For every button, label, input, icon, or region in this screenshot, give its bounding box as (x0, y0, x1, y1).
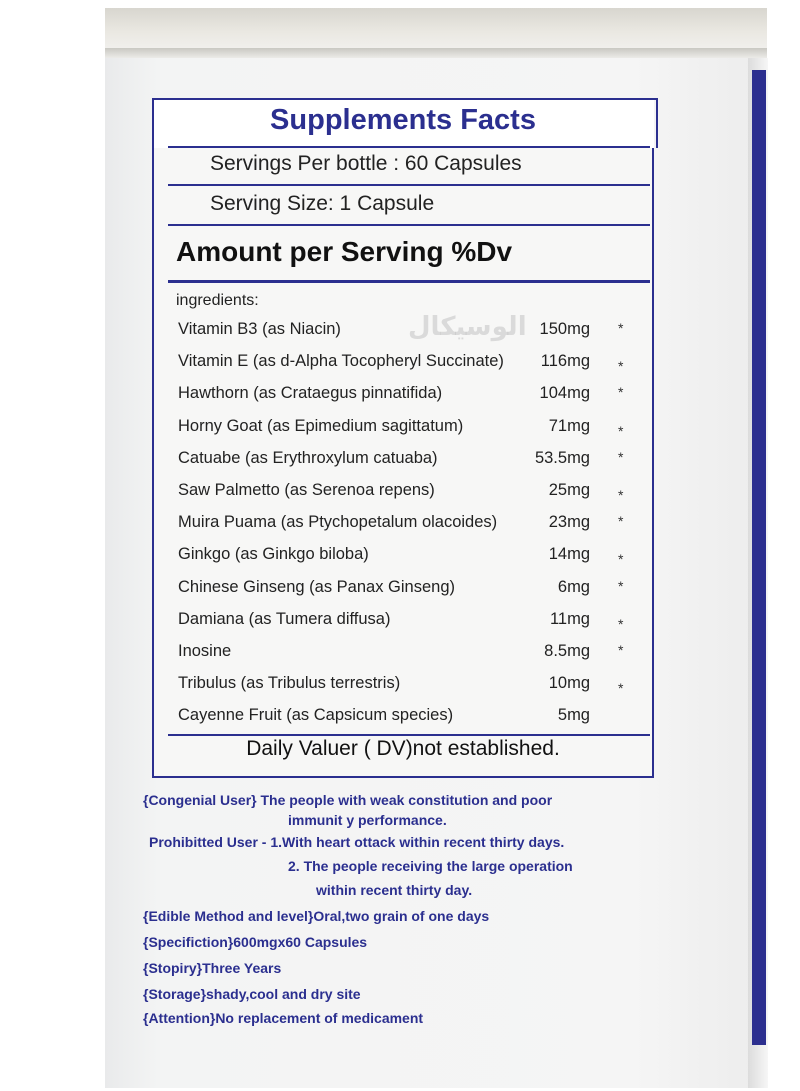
ingredient-amount: 25mg (548, 481, 590, 499)
ingredient-name: Cayenne Fruit (as Capsicum species) (178, 706, 454, 725)
divider (168, 224, 650, 226)
ingredient-amount: 150mg (539, 320, 590, 338)
ingredient-row (178, 545, 638, 575)
ingredient-name: Catuabe (as Erythroxylum catuaba) (178, 448, 438, 467)
ingredient-amount: 104mg (539, 384, 590, 403)
ingredients-heading: ingredients: (176, 292, 259, 309)
dv-marker: * (618, 422, 624, 439)
note-prohibited-2: 2. The people receiving the large operation (288, 858, 573, 874)
ingredient-amount: 8.5mg (544, 642, 590, 660)
dv-marker: * (618, 487, 624, 503)
ingredient-row (178, 481, 638, 511)
ingredient-row (178, 513, 638, 543)
ingredient-amount: 11mg (549, 609, 590, 628)
servings-per-bottle: Servings Per bottle : 60 Capsules (210, 152, 522, 175)
amount-per-serving-header: Amount per Serving %Dv (176, 236, 513, 267)
ingredient-row (178, 578, 638, 608)
ingredient-name: Muira Puama (as Ptychopetalum olacoides) (178, 513, 498, 532)
dv-marker: * (618, 680, 624, 697)
note-congenial-user: {Congenial User} The people with weak constitution and poor (143, 792, 553, 808)
ingredient-row (178, 384, 638, 414)
note-edible-method: {Edible Method and level}Oral,two grain of one days (143, 908, 490, 924)
ingredient-name: Chinese Ginseng (as Panax Ginseng) (178, 577, 455, 596)
dv-marker: * (618, 577, 624, 594)
ingredient-row (178, 706, 638, 736)
dv-marker: * (618, 384, 624, 401)
ingredient-name: Horny Goat (as Epimedium sagittatum) (178, 416, 464, 435)
dv-marker: * (618, 615, 624, 632)
note-specification: {Specifiction}600mgx60 Capsules (143, 934, 368, 950)
ingredient-amount: 116mg (540, 352, 590, 371)
note-prohibited-3: within recent thirty day. (316, 882, 473, 898)
dv-marker: * (618, 513, 624, 530)
ingredient-row (178, 674, 638, 704)
ingredient-amount: 5mg (557, 706, 590, 725)
ingredient-name: Tribulus (as Tribulus terrestris) (178, 674, 401, 693)
ingredient-amount: 71mg (548, 416, 590, 435)
ingredient-row (178, 642, 638, 672)
dv-marker: * (618, 320, 624, 336)
divider (168, 146, 650, 148)
watermark: الوسيكال (408, 312, 527, 342)
note-shelf-life: {Stopiry}Three Years (143, 960, 282, 976)
ingredient-row (178, 449, 638, 479)
ingredient-amount: 23mg (548, 513, 590, 532)
serving-size: Serving Size: 1 Capsule (210, 192, 435, 215)
ingredient-row (178, 320, 638, 350)
dv-marker: * (618, 358, 624, 375)
daily-value-note: Daily Valuer ( DV)not established. (246, 737, 560, 760)
divider (168, 184, 650, 186)
ingredient-row (178, 610, 638, 640)
divider-thick (168, 280, 650, 283)
ingredient-name: Vitamin E (as d-Alpha Tocopheryl Succinate) (178, 352, 504, 371)
ingredient-amount: 10mg (548, 674, 590, 693)
ingredient-row (178, 417, 638, 447)
ingredient-row (178, 352, 638, 382)
divider (168, 734, 650, 736)
ingredient-name: Vitamin B3 (as Niacin) (178, 320, 341, 338)
note-storage: {Storage}shady,cool and dry site (143, 986, 361, 1002)
blue-side-stripe (752, 70, 766, 1045)
ingredient-name: Inosine (178, 642, 232, 660)
box-top-edge (105, 8, 767, 48)
ingredient-name: Ginkgo (as Ginkgo biloba) (178, 545, 369, 564)
ingredient-name: Hawthorn (as Crataegus pinnatifida) (178, 384, 443, 403)
ingredient-amount: 6mg (557, 577, 590, 596)
dv-marker: * (618, 551, 624, 568)
ingredient-name: Damiana (as Tumera diffusa) (178, 609, 391, 628)
note-prohibited-user: Prohibitted User - 1.With heart ottack within recent thirty days. (149, 834, 565, 850)
dv-marker: * (618, 448, 624, 465)
ingredient-amount: 53.5mg (534, 448, 590, 467)
note-attention: {Attention}No replacement of medicament (143, 1010, 424, 1026)
box-top-lip (105, 48, 767, 58)
panel-title: Supplements Facts (270, 104, 536, 136)
dv-marker: * (618, 642, 624, 658)
ingredient-amount: 14mg (548, 545, 590, 564)
ingredient-name: Saw Palmetto (as Serenoa repens) (178, 481, 435, 499)
note-congenial-user-cont: immunit y performance. (288, 812, 447, 828)
